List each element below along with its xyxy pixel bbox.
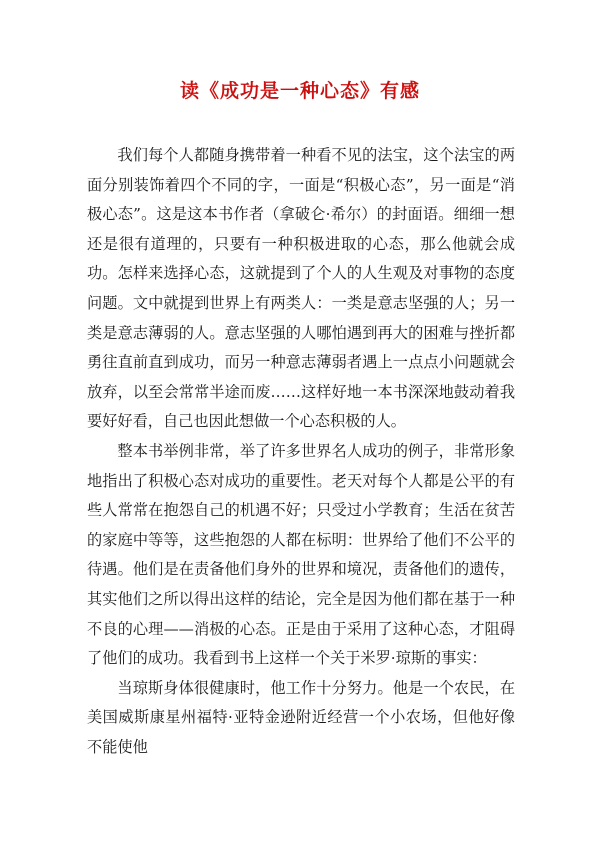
paragraph: 整本书举例非常，举了许多世界名人成功的例子，非常形象地指出了积极心态对成功的重要性。老天对每个人都是公平的有些人常常在抱怨自己的机遇不好；只受过小学教育；生活在贫苦的家庭中等等，这些抱怨的人都在标明：世界给了他们不公平的待遇。他们是在责备他们身外的世界和境况，责备他们的遗传，其实他们之所以得出这样的结论，完全是因为他们都在基于一种不良的心理——消极的心态。正是由于采用了这种心态，才阻碍了他们的成功。我看到书上这样一个关于米罗·琼斯的事实： [87,441,515,668]
paragraph: 当琼斯身体很健康时，他工作十分努力。他是一个农民，在美国威斯康星州福特·亚特金逊附近经营一个小农场，但他好像不能使他 [87,678,515,756]
paragraph: 我们每个人都随身携带着一种看不见的法宝，这个法宝的两面分别装饰着四个不同的字，一面是“积极心态”，另一面是“消极心态”。这是这本书作者（拿破仑·希尔）的封面语。细细一想还是很有道理的，只要有一种积极进取的心态，那么他就会成功。怎样来选择心态，这就提到了个人的人生观及对事物的态度问题。文中就提到世界上有两类人：一类是意志坚强的人；另一类是意志薄弱的人。意志坚强的人哪怕遇到再大的困难与挫折都勇往直前直到成功，而另一种意志薄弱者遇上一点点小问题就会放弃，以至会常常半途而废……这样好地一本书深深地鼓动着我要好好看，自己也因此想做一个心态积极的人。 [87,146,515,431]
document-title: 读《成功是一种心态》有感 [179,80,420,102]
document-body [87,141,515,762]
